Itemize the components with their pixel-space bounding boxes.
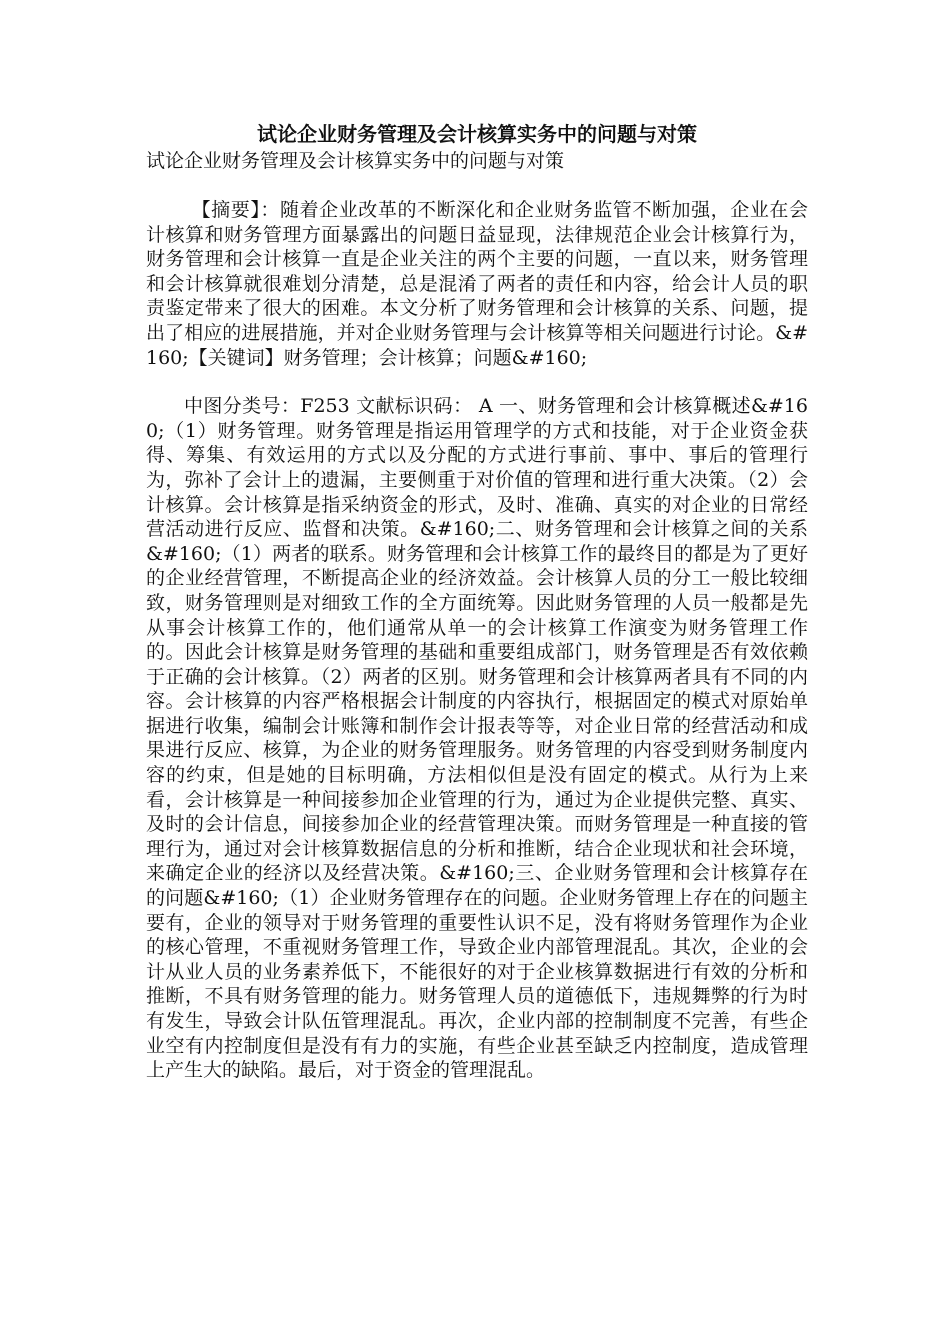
document-title: 试论企业财务管理及会计核算实务中的问题与对策 — [257, 122, 697, 146]
abstract-paragraph: 【摘要】：随着企业改革的不断深化和企业财务监管不断加强，企业在会计核算和财务管理方面暴露出的问题日益显现，法律规范企业会计核算行为，财务管理和会计核算一直是企业关注的两个主要的问题，一直以来，财务管理和会计核算就很难划分清楚，总是混淆了两者的责任和内容，给会计人员的职责鉴定带来了很大的困难。本文分析了财务管理和会计核算的关系、问题，提出了相应的进展措施，并对企业财务管理与会计核算等相关问题进行讨论。&#160;【关键词】财务管理；会计核算；问题&#160; — [146, 199, 808, 369]
paragraph-gap — [146, 370, 808, 394]
document-subtitle: 试论企业财务管理及会计核算实务中的问题与对策 — [146, 150, 565, 172]
body-paragraph: 中图分类号：F253 文献标识码： A 一、财务管理和会计核算概述&#160;（1）财务管理。财务管理是指运用管理学的方式和技能，对于企业资金获得、筹集、有效运用的方式以及分配的方式进行事前、事中、事后的管理行为，弥补了会计上的遗漏，主要侧重于对价值的管理和进行重大决策。（2）会计核算。会计核算是指采纳资金的形式，及时、准确、真实的对企业的日常经营活动进行反应、监督和决策。&#160;二、财务管理和会计核算之间的关系&#160;（1）两者的联系。财务管理和会计核算工作的最终目的都是为了更好的企业经营管理，不断提高企业的经济效益。会计核算人员的分工一般比较细致，财务管理则是对细致工作的全方面统筹。因此财务管理的人员一般都是先从事会计核算工作的，他们通常从单一的会计核算工作演变为财务管理工作的。因此会计核算是财务管理的基础和重要组成部门，财务管理是否有效依赖于正确的会计核算。（2）两者的区别。财务管理和会计核算两者具有不同的内容。会计核算的内容严格根据会计制度的内容执行，根据固定的模式对原始单据进行收集，编制会计账簿和制作会计报表等等，对企业日常的经营活动和成果进行反应、核算，为企业的财务管理服务。财务管理的内容受到财务制度内容的约束，但是她的目标明确，方法相似但是没有固定的模式。从行为上来看，会计核算是一种间接参加企业管理的行为，通过为企业提供完整、真实、及时的会计信息，间接参加企业的经营管理决策。而财务管理是一种直接的管理行为，通过对会计核算数据信息的分析和推断，结合企业现状和社会环境，来确定企业的经济以及经营决策。&#160;三、企业财务管理和会计核算存在的问题&#160;（1）企业财务管理存在的问题。企业财务管理上存在的问题主要有，企业的领导对于财务管理的重要性认识不足，没有将财务管理作为企业的核心管理，不重视财务管理工作，导致企业内部管理混乱。其次，企业的会计从业人员的业务素养低下，不能很好的对于企业核算数据进行有效的分析和推断，不具有财务管理的能力。财务管理人员的道德低下，违规舞弊的行为时有发生，导致会计队伍管理混乱。再次，企业内部的控制制度不完善，有些企业空有内控制度但是没有有力的实施，有些企业甚至缺乏内控制度，造成管理上产生大的缺陷。最后，对于资金的管理混乱。 — [146, 395, 808, 1082]
document-content — [146, 120, 808, 1083]
